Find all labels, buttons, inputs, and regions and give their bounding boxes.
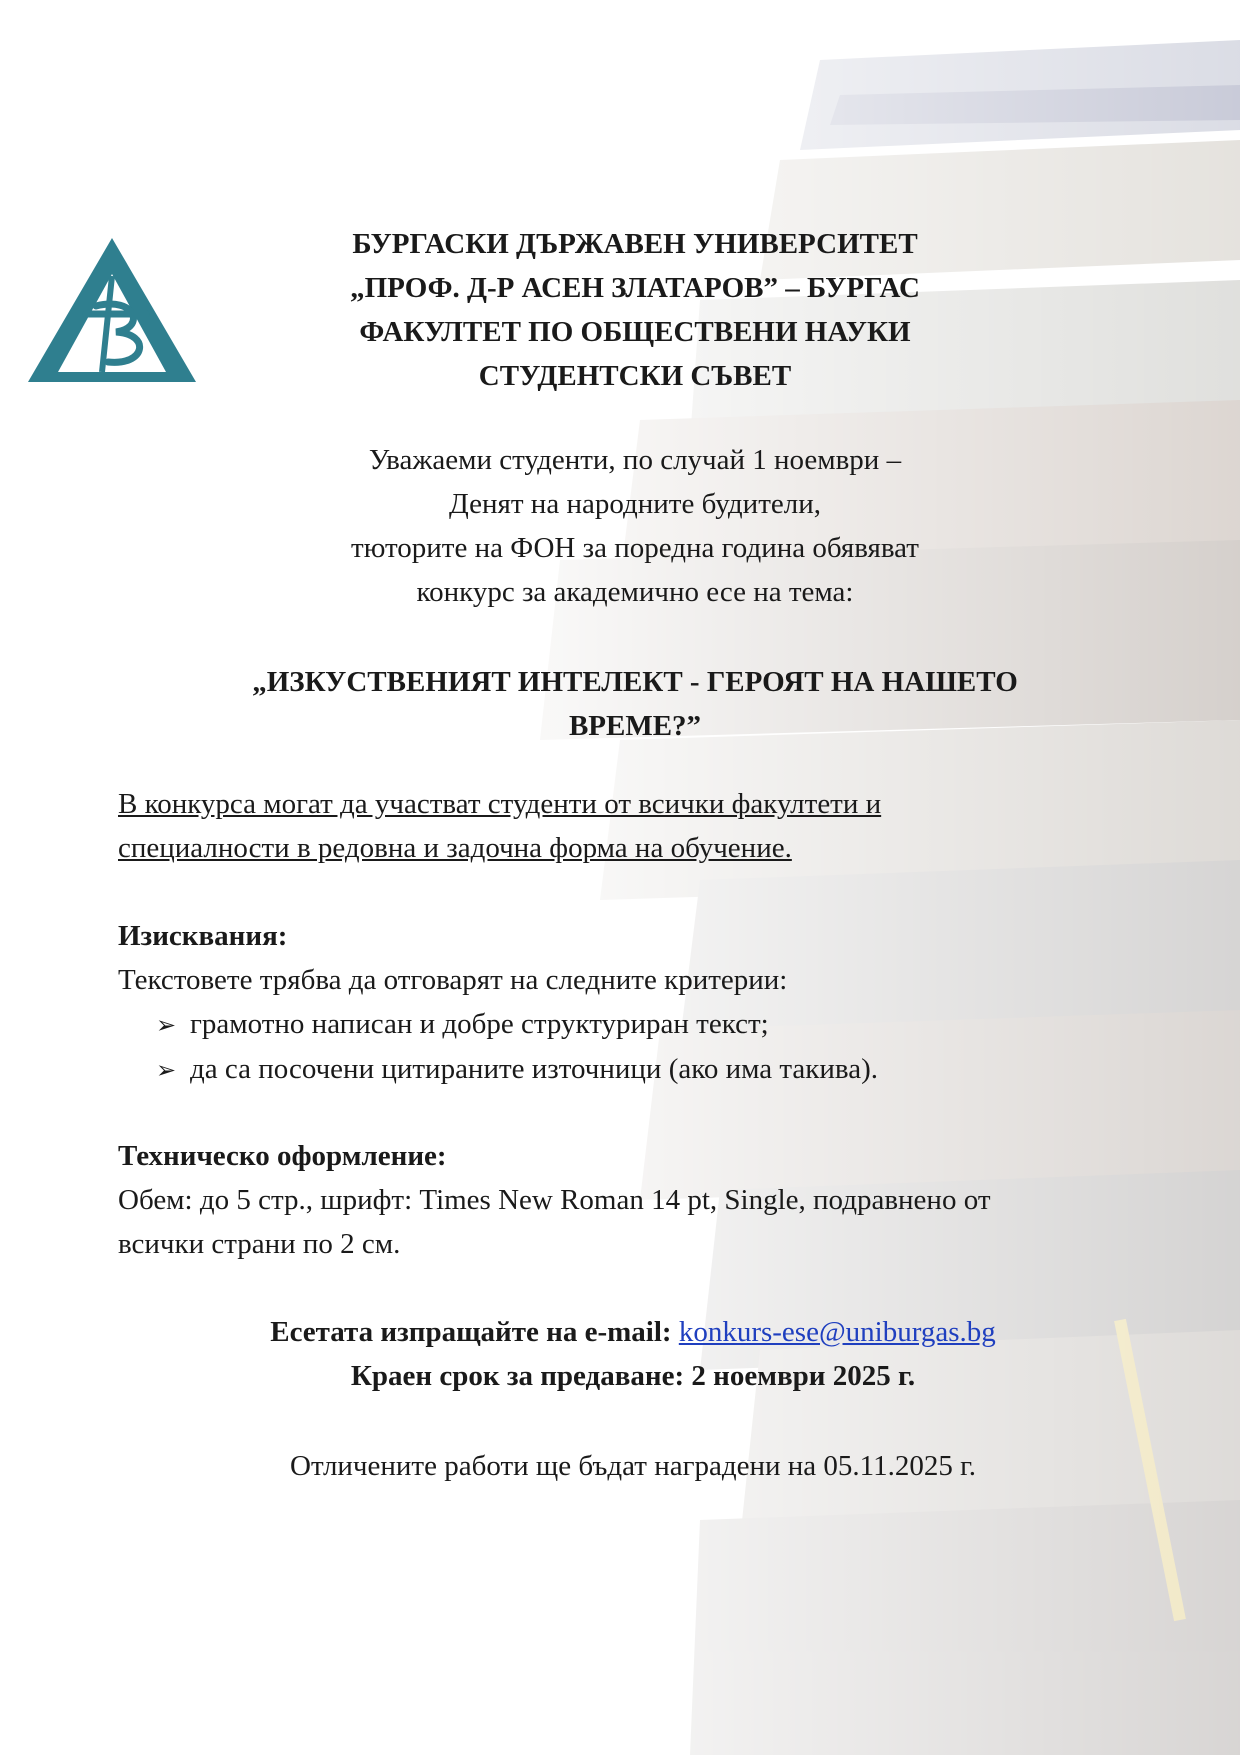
requirements-section <box>118 914 1118 1092</box>
submission-info <box>118 1310 1148 1398</box>
technical-section <box>118 1134 1128 1266</box>
requirements-heading: Изисквания: <box>118 920 288 952</box>
requirements-list <box>118 1002 1118 1092</box>
email-link[interactable]: konkurs-ese@uniburgas.bg <box>678 1316 996 1348</box>
technical-heading: Техническо оформление: <box>118 1140 447 1172</box>
essay-topic <box>120 660 1150 748</box>
faculty-name: ФАКУЛТЕТ ПО ОБЩЕСТВЕНИ НАУКИ <box>359 316 911 348</box>
arrow-bullet-icon: ➢ <box>156 1056 177 1084</box>
requirements-intro: Текстовете трябва да отговарят на следните критерии: <box>118 964 788 996</box>
announcement-intro <box>230 438 1040 614</box>
eligibility-notice <box>118 782 1118 870</box>
list-item <box>156 1047 1118 1092</box>
intro-line: тюторите на ФОН за поредна година обявяват <box>351 532 919 564</box>
university-subtitle: „ПРОФ. Д-Р АСЕН ЗЛАТАРОВ” – БУРГАС <box>350 272 920 304</box>
list-item <box>156 1002 1118 1047</box>
list-item-text: грамотно написан и добре структуриран текст; <box>190 1008 769 1040</box>
arrow-bullet-icon: ➢ <box>156 1011 177 1039</box>
intro-line: конкурс за академично есе на тема: <box>416 576 854 608</box>
technical-line: Обем: до 5 стр., шрифт: Times New Roman 14 pt, Single, подравнено от <box>118 1184 991 1216</box>
technical-line: всички страни по 2 см. <box>118 1228 401 1260</box>
list-item-text: да са посочени цитираните източници (ако има такива). <box>190 1053 878 1085</box>
topic-line: „ИЗКУСТВЕНИЯТ ИНТЕЛЕКТ - ГЕРОЯТ НА НАШЕТО <box>252 666 1018 698</box>
university-logo <box>26 236 198 384</box>
institution-header <box>230 222 1040 398</box>
email-line <box>118 1310 1148 1354</box>
eligibility-line: В конкурса могат да участват студенти от всички факултети и <box>118 788 882 820</box>
email-label: Есетата изпращайте на e-mail: <box>270 1316 672 1348</box>
university-name: БУРГАСКИ ДЪРЖАВЕН УНИВЕРСИТЕТ <box>352 228 918 260</box>
topic-line: ВРЕМЕ?” <box>568 710 702 742</box>
intro-line: Уважаеми студенти, по случай 1 ноември – <box>368 444 902 476</box>
deadline-text: Краен срок за предаване: 2 ноември 2025 г. <box>350 1360 916 1392</box>
student-council: СТУДЕНТСКИ СЪВЕТ <box>478 360 792 392</box>
eligibility-line: специалности в редовна и задочна форма на обучение. <box>118 832 792 864</box>
intro-line: Денят на народните будители, <box>449 488 821 520</box>
awards-notice: Отличените работи ще бъдат наградени на 05.11.2025 г. <box>290 1450 976 1482</box>
